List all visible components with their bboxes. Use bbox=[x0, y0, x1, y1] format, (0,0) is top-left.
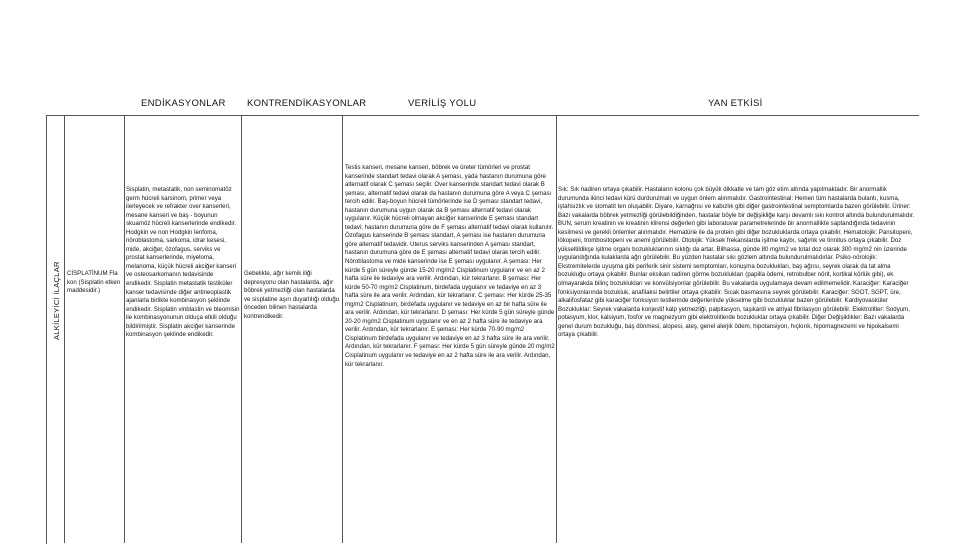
contraindications-cell: Gebelikte, ağır kemik iliği depresyonu olan hastalarda, ağır böbrek yetmezliği olan hastalarda ve sisplatine aşırı duyarlılığı olduğu önceden bilinen hastalarda kontrendikedir. bbox=[244, 270, 340, 320]
side-effects-cell: Sık: Sık nadiren ortaya çıkabilir. Hastaların kolonu çok büyük dikkatle ve tam göz etim altında yapılmaktadır. Bir anormallik durumunda ikinci tedavi kürü durdurulmalı ve uygun önlem alınmalıdır. Gastrointestinal: Hemen tüm hastalarda bulantı, kusma, iştahsızlık ve stomatit ten oluşabilir. Diyare, karnağrısı ve kabızlık gibi diğer gastrointestinal semptomlarda bazen görülebilir. Üriner: Bazı vakalarda böbrek yetmezliği görülebildiğinden, hastalar böyle bir değişikliğe karşı devamlı sıkı kontrol altında bulundurulmalıdır. BUN, serum kreatinin ve kreatinin klirensi değerleri gibi laboratuvar parametrelerinde bir anormallikte saptandığında tedavinin kesilmesi ve gerekli önlemler alınmalıdır. Hematürie ile da protein gibi diğer bozukluklarda ortaya çıkabilir. Hematolojik: Pansitopeni, lökopeni, trombositopeni ve anemi görülebilir. Otolojik: Yüksek frekanslarda işitme kaybı, sağırlık ve tinnitus ortaya çıkabilir. Doz yükseltildikçe işitme organı bozukluklarının sıklığı da artar. Bilhassa, günde 80 mg/m2 ve total doz olarak 300 mg/m2 nin üzerinde uygulandığında kulaklarda ağrı görülebilir. Bu yüzden hastalar sıkı gözlem altında bulundurulmalıdırlar. Psiko-nörolojik: Ekstremitelerde uyuşma gibi periferik sinir sistemi semptomları, konuşma bozuklukları, baş ağrısı, seyrek olarak da tat alma bozukluğu ortaya çıkabilir. Bunlar eksikan radiren görme bozuklukları (papilla ödemi, retrobulber nörit, kortikal körlük gibi), ek olmayarakda bilinç bozuklukları ve konvülsiyonlar görülebilir. Bu vakalarda uygulamaya devam edilmemelidir. Karaciğer: Karaciğer fonksiyonlarında bozukluk, anafilaksi belirtiler ortaya çıkabilir. Sıcak basmasına seyrek görülebilir. Karaciğer: SGOT, SGPT, üre, alkalifosfataz gibi karaciğer fonksiyon testlerinde değerlerinde yükselme gibi bozukluklar bazen görülebilir. Kardiyovasküler Bozukluklar: Seyrek vakalarda konjestif kalp yetmezliği, palpitasyon, taşikardi ve atriyal fibrilasyon görülebilir. Elektrolitler: Sodyum, potasyum, klor, kalsiyum, fosfor ve magnezyum gibi elektrolitlerde bozukluklar ortaya çıkabilir. Diğer Değişiklikler: Bazı vakalarda genel durum bozukluğu, baş dönmesi, alopesi, ateş, genel alerjik ödem, hipotansiyon, hıçkırık, hipomagnezemi ve hipokalsemi ortaya çıkabilir. bbox=[558, 186, 915, 339]
column-divider bbox=[124, 115, 125, 543]
category-label: ALKİLEYİCİ İLAÇLAR bbox=[52, 261, 61, 340]
column-divider bbox=[241, 115, 242, 543]
header-verilis-yolu: VERİLİŞ YOLU bbox=[408, 98, 477, 109]
column-divider bbox=[64, 115, 65, 543]
indications-cell: Sisplatin, metastatik, non seminomatöz germ hücreli karsinom, primer veya ilerleyecek ve refrakter over kanserleri, mesane kanseri ve baş - boyunun skuamöz hücreli kanserlerinde endikedir. Hodgkin ve non Hodgkin lenfoma, nöroblastoma, sarkoma, idrar kesesi, mide, akciğer, özofagus, serviks ve prostat kanserlerinde, miyeloma, melanoma, küçük hücreli akciğer kanseri ve osteosarkomanın tedavisinde endikedir. Sisplatin metastatik testiküler kanser tedavisinde diğer antineoplastik ajanlarla birlikte kombinasyon şeklinde endikedir. Sisplatin vinblastin ve bleomisin ile kombinasyonunun olduça etkili olduğu bildirilmiştir. Sisplatin akciğer kanserinde kombinasyon şeklinde endikedir. bbox=[126, 186, 240, 339]
header-kontrendikasyonlar: KONTRENDİKASYONLAR bbox=[247, 98, 367, 109]
column-divider bbox=[342, 115, 343, 543]
drug-name-cell: CİSPLATİNUM Fla kon (Sisplatin etken maddesidir.) bbox=[67, 270, 121, 295]
header-yan-etkisi: YAN ETKİSİ bbox=[708, 98, 763, 109]
administration-cell: Testis kanseri, mesane kanseri, böbrek ve üreter tümörleri ve prostat kanserinde standart tedavi olarak A şeması, yada hastanın durumuna göre alternatif olarak C şeması seçilir. Over kanserinde standart tedavi olarak B şeması, alternatif tedavi olarak da hastanın durumuna göre A veya C şeması tercih edilir. Baş-boyun hücreli tümörlerinde ise D şeması standart tedavi, hastanın durumuna uygun olarak da B şeması alternatif tedavi olarak uygulanır. Küçük hücreli olmayan akciğer kanserinde E şeması standart tedavi; hastanın durumuna göre de F şeması alternatif tedavi olarak kullanılır. Özofagus kanserinde B şeması standart, A şeması ise hastanın durumuna göre alternatif tedavidir. Uterus serviks kanserinden A şeması standart, hastanın durumuna göre de E şeması alternatif tedavi olarak tercih edilir. Nöroblastoma ve mide kanserinde ise E şeması uygulanır. A şeması: Her kürde 5 gün süreyle günde 15-20 mg/m2 Cisplatinum uygulanır ve en az 2 hafta süre ile tedaviye ara verilir. Ardından, kür tekrarlanır. B şeması: Her kürde 50-70 mg/m2 Cisplatinum, birdefada uygulanır ve tedaviye en az 3 hafta süre ile ara verilir. Ardından, kür tekrarlanır. C şeması: Her kürde 25-35 mg/m2 Cisplatinum, birdefada uygulanır ve tedaviye en az bir hafta süre ile ara verilir. Ardından, kür tekrarlanır. D şeması: Her kürde 5 gün süreyle günde 20-20 mg/m2 Cisplatinum uygulanır ve en az 2 hafta süre ile tedaviye ara verilir. Ardından, kür tekrarlanır. E şeması: Her kürde 70-90 mg/m2 Cisplatinum birdefada uygulanır ve tedaviye en az 3 hafta süre ile ara verilir. Ardından, kür tekrarlanır. F şeması: Her kürde 5 gün süreyle günde 20 mg/m2 Cisplatinum uygulanır ve tedaviye en az 2 hafta süre ile ara verilir. Ardından, kür tekrarlanır. bbox=[345, 164, 555, 368]
column-divider bbox=[556, 115, 557, 543]
header-indikasyonlar: ENDİKASYONLAR bbox=[141, 98, 226, 109]
